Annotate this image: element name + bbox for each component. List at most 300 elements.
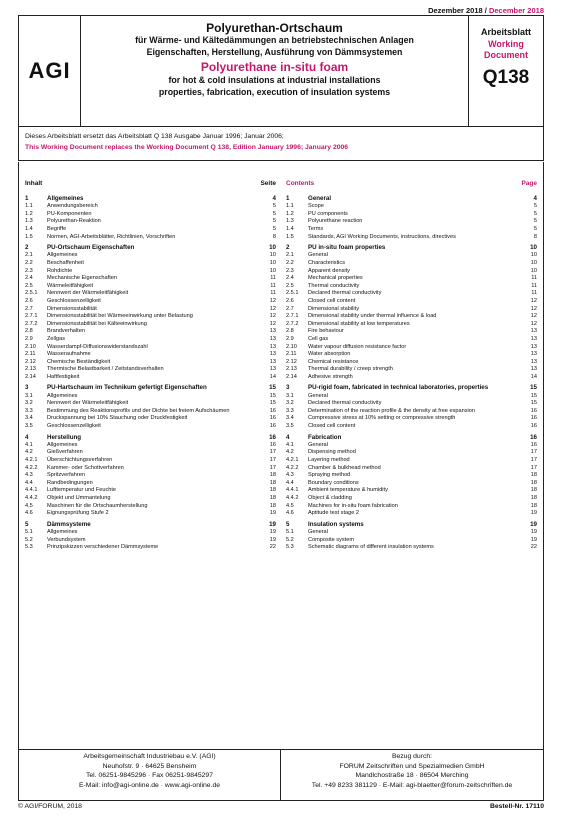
toc-page: 14 — [269, 373, 276, 380]
toc-row — [286, 374, 537, 382]
toc-page: 10 — [530, 252, 537, 259]
toc-page: 17 — [269, 449, 276, 456]
toc-number: 1.3 — [286, 218, 294, 225]
footer-right-line: Bezug durch: — [391, 753, 433, 760]
toc-title: Declared thermal conductivity — [308, 400, 382, 407]
toc-page: 5 — [533, 225, 537, 232]
toc-number: 3.5 — [25, 423, 33, 430]
title-en: Polyurethane in-situ foam — [200, 60, 349, 74]
toc-page: 16 — [530, 423, 537, 430]
toc-page: 19 — [530, 520, 537, 528]
toc-number: 4.4.2 — [25, 495, 38, 501]
toc-page: 10 — [269, 252, 276, 259]
toc-page: 13 — [530, 343, 537, 350]
toc-title: Composite system — [308, 536, 355, 543]
toc-title: Zellgas — [47, 335, 66, 342]
replacement-notice-en: This Working Document replaces the Working Document Q 138, Edition January 1996; January 2006 — [25, 144, 349, 151]
toc-title: General — [308, 195, 332, 202]
toc-title: Prinzipskizzen verschiedener Dämmsysteme — [47, 544, 159, 551]
toc-row — [25, 449, 276, 457]
toc-page: 14 — [530, 373, 537, 380]
toc-number: 5.3 — [25, 544, 33, 551]
toc-number: 3.1 — [286, 392, 294, 399]
toc-page: 17 — [530, 464, 537, 471]
toc-number: 2.7.2 — [286, 320, 299, 327]
toc-number: 5.1 — [286, 528, 294, 535]
toc-page: 12 — [530, 313, 537, 320]
publisher-footer — [18, 749, 544, 801]
toc-number: 4.4 — [25, 479, 33, 486]
toc-title: Aptitude test stage 2 — [308, 510, 359, 517]
toc-page: 8 — [533, 233, 537, 240]
toc-number: 5 — [286, 520, 290, 528]
toc-row — [25, 226, 276, 234]
toc-page: 18 — [530, 472, 537, 479]
toc-row — [286, 359, 537, 367]
toc-row — [25, 344, 276, 352]
toc-page: 18 — [530, 479, 537, 486]
footer-right-line: Mandlchostraße 18 · 86504 Merching — [355, 772, 469, 780]
order-number: Bestell-Nr. 17110 — [489, 803, 544, 810]
toc-number: 4.3 — [286, 472, 294, 479]
toc-title: Apparent density — [308, 267, 350, 274]
toc-section-row — [25, 244, 276, 252]
toc-number: 1.2 — [25, 210, 33, 217]
toc-row — [25, 351, 276, 359]
toc-row — [286, 313, 537, 321]
toc-page: 13 — [530, 351, 537, 358]
toc-title: Nennwert der Wärmeleitfähigkeit — [47, 290, 129, 297]
toc-row — [286, 226, 537, 234]
toc-page: 12 — [269, 320, 276, 327]
toc-row — [25, 298, 276, 306]
toc-page: 18 — [269, 487, 276, 494]
toc-number: 2.2 — [25, 259, 33, 266]
toc-page: 19 — [269, 520, 276, 528]
toc-number: 4.2 — [25, 449, 33, 456]
table-of-contents — [18, 162, 544, 749]
toc-title: Scope — [308, 203, 324, 210]
toc-number: 2.14 — [25, 373, 36, 380]
toc-page-heading-en: Page — [521, 180, 537, 187]
toc-number: 3.4 — [25, 415, 33, 422]
toc-page: 5 — [272, 203, 276, 210]
toc-number: 4.6 — [286, 510, 294, 517]
toc-title: PU components — [308, 210, 348, 217]
toc-page: 15 — [269, 392, 276, 399]
toc-title: Water absorption — [308, 351, 351, 358]
toc-title: General — [308, 528, 328, 535]
toc-row — [286, 465, 537, 473]
toc-page: 13 — [269, 328, 276, 335]
toc-row — [286, 366, 537, 374]
toc-row — [286, 472, 537, 480]
toc-number: 3.2 — [286, 400, 294, 407]
toc-page: 11 — [531, 282, 537, 289]
toc-number: 4.4.1 — [286, 487, 299, 494]
toc-page: 16 — [530, 441, 537, 448]
toc-title: Machines for in-situ foam fabrication — [308, 502, 398, 509]
toc-number: 4.2.1 — [286, 457, 299, 464]
toc-title: Objekt und Ummantelung — [47, 495, 111, 501]
toc-number: 5 — [25, 520, 29, 528]
toc-row — [25, 408, 276, 416]
toc-section-row — [286, 195, 537, 203]
toc-header-en — [286, 180, 537, 191]
toc-row — [286, 393, 537, 401]
toc-number: 3.2 — [25, 400, 33, 407]
document-header — [18, 15, 544, 127]
doc-type-en-2: Document — [483, 50, 528, 60]
toc-section-row — [286, 434, 537, 442]
toc-row — [25, 328, 276, 336]
toc-title: Insulation systems — [308, 520, 364, 528]
toc-page: 4 — [533, 195, 537, 202]
toc-row — [286, 544, 537, 552]
toc-number: 2.12 — [286, 358, 297, 365]
toc-rows-de — [25, 195, 276, 552]
title-de: Polyurethan-Ortschaum — [206, 21, 343, 35]
toc-row — [286, 449, 537, 457]
toc-page: 12 — [269, 313, 276, 320]
toc-number: 3.4 — [286, 415, 294, 422]
footer-left-line: Arbeitsgemeinschaft Industriebau e.V. (AGI) — [83, 753, 216, 760]
toc-row — [25, 472, 276, 480]
toc-row — [286, 415, 537, 423]
toc-row — [25, 393, 276, 401]
toc-number: 2.2 — [286, 259, 294, 266]
toc-number: 4.2 — [286, 449, 294, 456]
toc-title: Kammer- oder Schottverfahren — [47, 464, 124, 471]
toc-number: 1.4 — [25, 225, 33, 232]
toc-title: Spraying method — [308, 472, 351, 479]
toc-title: General — [308, 392, 328, 399]
toc-number: 2.1 — [286, 252, 294, 259]
toc-row — [286, 321, 537, 329]
toc-title: Allgemeines — [47, 392, 78, 399]
toc-title: Thermische Belastbarkeit / Zeitstandsverhalten — [47, 366, 164, 373]
toc-page: 5 — [533, 203, 537, 210]
toc-row — [25, 306, 276, 314]
toc-title: PU-Hartschaum im Technikum gefertigt Eigenschaften — [47, 384, 207, 392]
toc-title: Water vapour diffusion resistance factor — [308, 343, 407, 350]
toc-number: 5.1 — [25, 528, 33, 535]
toc-title: Rohdichte — [47, 267, 73, 274]
toc-number: 1.1 — [286, 203, 294, 210]
toc-page: 16 — [530, 433, 537, 441]
toc-title: Anwendungsbereich — [47, 203, 98, 210]
toc-row — [25, 374, 276, 382]
toc-number: 4 — [25, 433, 29, 441]
doc-code: Q138 — [482, 67, 530, 88]
toc-row — [25, 260, 276, 268]
toc-title: Chamber & bulkhead method — [308, 464, 381, 471]
toc-header-de — [25, 180, 276, 191]
toc-title: Ambient temperature & humidity — [308, 487, 388, 494]
toc-page: 11 — [531, 275, 537, 282]
toc-number: 1.3 — [25, 218, 33, 225]
toc-page: 16 — [269, 415, 276, 422]
toc-row — [286, 400, 537, 408]
toc-row — [286, 351, 537, 359]
toc-page: 10 — [530, 267, 537, 274]
toc-number: 2.9 — [25, 335, 33, 342]
toc-title: Wärmeleitfähigkeit — [47, 282, 94, 289]
toc-row — [286, 252, 537, 260]
toc-number: 2.11 — [286, 351, 297, 358]
toc-row — [25, 529, 276, 537]
toc-number: 2.7.1 — [25, 313, 38, 320]
toc-title: Determination of the reaction profile & the density at free expansion — [308, 407, 475, 414]
toc-number: 3.3 — [286, 407, 294, 414]
toc-page: 16 — [269, 407, 276, 414]
footer-left-line: Neuhofstr. 9 · 64625 Bensheim — [102, 762, 197, 770]
footer-distributor-contact — [281, 750, 543, 800]
toc-title: Nennwert der Wärmeleitfähigkeit — [47, 400, 129, 407]
toc-page: 18 — [530, 502, 537, 509]
toc-row — [25, 537, 276, 545]
toc-page: 10 — [269, 244, 276, 252]
toc-title: Geschlossenzelligkeit — [47, 297, 101, 304]
toc-row — [286, 268, 537, 276]
toc-title: Schematic diagrams of different insulation systems — [308, 544, 434, 551]
toc-row — [25, 359, 276, 367]
toc-title: Mechanical properties — [308, 275, 363, 282]
issue-date-separator: / — [482, 6, 489, 15]
toc-title: PU-Ortschaum Eigenschaften — [47, 244, 135, 252]
toc-row — [286, 260, 537, 268]
toc-page: 11 — [270, 290, 276, 297]
toc-row — [286, 328, 537, 336]
toc-row — [286, 495, 537, 503]
toc-row — [286, 306, 537, 314]
toc-title: PU-rigid foam, fabricated in technical laboratories, properties — [308, 384, 489, 392]
footer-left-line: E-Mail: info@agi-online.de · www.agi-online.de — [78, 781, 221, 789]
toc-number: 4.5 — [286, 502, 294, 509]
toc-title: Dimensionsstabilität — [47, 305, 97, 312]
toc-number: 4.2.2 — [25, 464, 38, 471]
toc-page: 18 — [269, 472, 276, 479]
toc-number: 3.5 — [286, 423, 294, 430]
toc-title: Dimensional stability — [308, 305, 359, 312]
toc-page: 18 — [530, 487, 537, 494]
toc-number: 2.4 — [286, 275, 294, 282]
toc-heading-en: Contents — [286, 180, 315, 187]
toc-page: 16 — [530, 415, 537, 422]
toc-title: Chemische Beständigkeit — [47, 358, 111, 365]
toc-row — [286, 203, 537, 211]
toc-title: Object & cladding — [308, 495, 352, 501]
toc-number: 2.8 — [25, 328, 33, 335]
toc-page: 18 — [269, 495, 276, 501]
toc-row — [286, 510, 537, 518]
toc-column-de — [25, 180, 281, 749]
toc-number: 2.4 — [25, 275, 33, 282]
toc-page: 12 — [269, 297, 276, 304]
toc-number: 1.4 — [286, 225, 294, 232]
toc-number: 1.1 — [25, 203, 33, 210]
toc-row — [25, 442, 276, 450]
toc-number: 4.2.2 — [286, 464, 299, 471]
toc-page: 10 — [269, 259, 276, 266]
toc-number: 2.1 — [25, 252, 33, 259]
toc-title: Dämmsysteme — [47, 520, 91, 528]
toc-row — [286, 283, 537, 291]
toc-title: Randbedingungen — [47, 479, 93, 486]
toc-section-row — [25, 434, 276, 442]
toc-page: 19 — [269, 510, 276, 517]
toc-title: Wasseraufnahme — [47, 351, 91, 358]
toc-title: Begriffe — [47, 225, 67, 232]
toc-page: 13 — [530, 335, 537, 342]
toc-page: 11 — [270, 275, 276, 282]
toc-page: 18 — [530, 495, 537, 501]
toc-page: 22 — [530, 544, 537, 551]
toc-page: 12 — [530, 297, 537, 304]
toc-title: Fabrication — [308, 433, 342, 441]
toc-row — [25, 336, 276, 344]
toc-page: 16 — [269, 433, 276, 441]
toc-title: Closed cell content — [308, 297, 356, 304]
toc-title: Lufttemperatur und Feuchte — [47, 487, 117, 494]
toc-number: 1.2 — [286, 210, 294, 217]
toc-row — [286, 336, 537, 344]
toc-title: General — [308, 441, 328, 448]
toc-title: Brandverhalten — [47, 328, 85, 335]
toc-page: 11 — [270, 282, 276, 289]
toc-row — [286, 457, 537, 465]
toc-page: 15 — [530, 400, 537, 407]
toc-title: Polyurethane reaction — [308, 218, 363, 225]
toc-title: Überschichtungsverfahren — [47, 457, 113, 464]
toc-row — [286, 487, 537, 495]
toc-page: 13 — [530, 366, 537, 373]
toc-row — [286, 537, 537, 545]
toc-number: 2.6 — [286, 297, 294, 304]
toc-number: 2.12 — [25, 358, 36, 365]
toc-number: 5.2 — [286, 536, 294, 543]
toc-row — [25, 423, 276, 431]
toc-number: 1.5 — [25, 233, 33, 240]
toc-number: 2 — [25, 244, 29, 252]
toc-title: Mechanische Eigenschaften — [47, 275, 117, 282]
toc-section-row — [25, 521, 276, 529]
toc-title: Normen, AGI-Arbeitsblätter, Richtlinien, Vorschriften — [47, 233, 176, 240]
toc-number: 2.11 — [25, 351, 36, 358]
toc-row — [286, 423, 537, 431]
toc-page: 16 — [269, 423, 276, 430]
toc-page: 19 — [530, 528, 537, 535]
doc-type-de: Arbeitsblatt — [480, 27, 531, 37]
issue-date-de: Dezember 2018 — [428, 6, 483, 15]
toc-page: 16 — [269, 441, 276, 448]
toc-row — [286, 290, 537, 298]
toc-row — [286, 344, 537, 352]
copyright: © AGI/FORUM, 2018 — [18, 803, 82, 810]
toc-page: 18 — [269, 479, 276, 486]
footer-right-line: FORUM Zeitschriften und Spezialmedien GmbH — [339, 762, 485, 770]
toc-page: 15 — [269, 384, 276, 392]
toc-row — [25, 495, 276, 503]
toc-row — [25, 487, 276, 495]
toc-number: 2.7 — [25, 305, 33, 312]
toc-title: Standards, AGI Working Documents, instructions, directives — [308, 233, 456, 240]
toc-page: 15 — [269, 400, 276, 407]
toc-page: 5 — [533, 218, 537, 225]
toc-page: 10 — [269, 267, 276, 274]
toc-title: PU in-situ foam properties — [308, 244, 386, 252]
toc-number: 2.7 — [286, 305, 294, 312]
toc-number: 2.5.1 — [286, 290, 299, 297]
toc-title: Terms — [308, 225, 324, 232]
toc-page: 13 — [530, 358, 537, 365]
toc-number: 2.3 — [25, 267, 33, 274]
toc-row — [25, 465, 276, 473]
toc-number: 3.1 — [25, 392, 33, 399]
toc-page: 17 — [530, 449, 537, 456]
toc-number: 4.4 — [286, 479, 294, 486]
toc-page: 19 — [269, 528, 276, 535]
toc-row — [25, 268, 276, 276]
toc-page: 13 — [269, 351, 276, 358]
toc-section-row — [286, 244, 537, 252]
toc-number: 4.1 — [286, 441, 294, 448]
toc-title: Druckspannung bei 10% Stauchung oder Druckfestigkeit — [47, 415, 188, 422]
toc-number: 4.2.1 — [25, 457, 38, 464]
toc-row — [25, 544, 276, 552]
toc-row — [286, 480, 537, 488]
toc-row — [25, 218, 276, 226]
toc-page: 22 — [269, 544, 276, 551]
issue-date-en: December 2018 — [488, 6, 544, 15]
toc-title: Characteristics — [308, 259, 345, 266]
toc-number: 2.10 — [25, 343, 36, 350]
toc-row — [25, 400, 276, 408]
subtitle-de-2: Eigenschaften, Herstellung, Ausführung von Dämmsystemen — [146, 46, 403, 57]
toc-row — [25, 510, 276, 518]
toc-number: 3 — [286, 384, 290, 392]
toc-title: Beschaffenheit — [47, 259, 84, 266]
subtitle-de-1: für Wärme- und Kältedämmungen an betriebstechnischen Anlagen — [135, 35, 414, 45]
toc-number: 4 — [286, 433, 290, 441]
toc-row — [25, 275, 276, 283]
toc-number: 3.3 — [25, 407, 33, 414]
toc-row — [25, 366, 276, 374]
toc-row — [286, 503, 537, 511]
toc-rows-en — [286, 195, 537, 552]
toc-page: 16 — [530, 407, 537, 414]
toc-title: Wasserdampf-Diffusionswiderstandszahl — [47, 343, 148, 350]
toc-page: 5 — [533, 210, 537, 217]
toc-title: Thermal conductivity — [308, 282, 360, 289]
toc-number: 2.13 — [25, 366, 36, 373]
toc-page: 13 — [269, 343, 276, 350]
subtitle-en-2: properties, fabrication, execution of insulation systems — [158, 86, 391, 97]
toc-title: Cell gas — [308, 335, 329, 342]
toc-page: 15 — [530, 384, 537, 392]
footer-agi-contact — [19, 750, 281, 800]
toc-number: 2.14 — [286, 373, 297, 380]
toc-title: Allgemeines — [47, 195, 84, 202]
toc-row — [25, 415, 276, 423]
toc-number: 5.2 — [25, 536, 33, 543]
toc-page: 13 — [269, 358, 276, 365]
toc-page: 4 — [272, 195, 276, 202]
toc-heading-de: Inhalt — [25, 180, 43, 187]
toc-number: 2.5 — [25, 282, 33, 289]
toc-page: 5 — [272, 218, 276, 225]
toc-row — [286, 408, 537, 416]
